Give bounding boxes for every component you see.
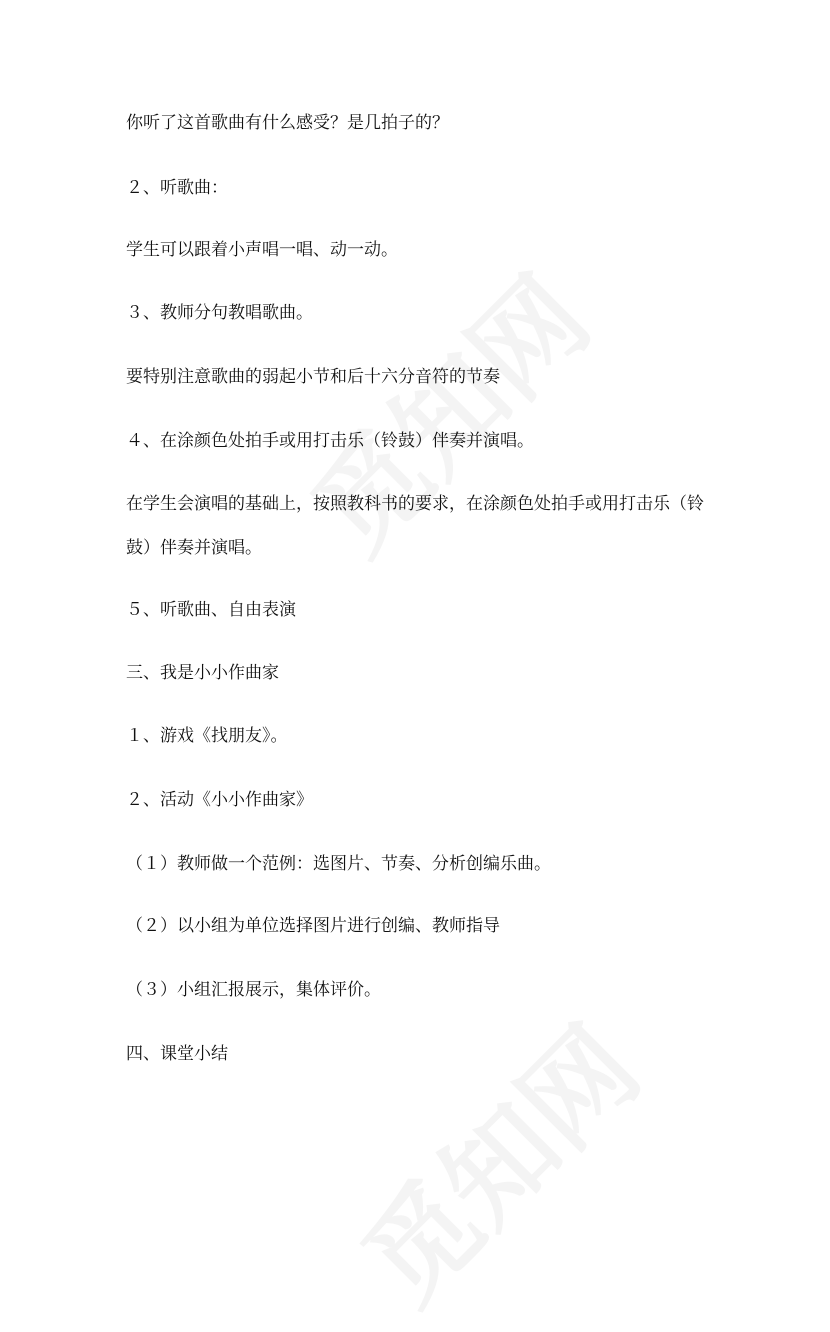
step-4-detail-line1: 在学生会演唱的基础上，按照教科书的要求，在涂颜色处拍手或用打击乐（铃	[126, 494, 704, 514]
activity-2-item-2: （２）以小组为单位选择图片进行创编、教师指导	[126, 916, 500, 936]
activity-2-item-3: （３）小组汇报展示，集体评价。	[126, 980, 381, 1000]
activity-2-item-1: （１）教师做一个范例：选图片、节奏、分析创编乐曲。	[126, 854, 551, 874]
step-2-detail: 学生可以跟着小声唱一唱、动一动。	[126, 240, 398, 260]
step-3-detail: 要特别注意歌曲的弱起小节和后十六分音符的节奏	[126, 367, 500, 387]
step-4-heading: ４、在涂颜色处拍手或用打击乐（铃鼓）伴奏并演唱。	[126, 431, 534, 451]
step-4-detail-line2: 鼓）伴奏并演唱。	[126, 538, 262, 558]
activity-2: ２、活动《小小作曲家》	[126, 790, 313, 810]
section-4-heading: 四、课堂小结	[126, 1044, 228, 1064]
step-5-heading: ５、听歌曲、自由表演	[126, 600, 296, 620]
step-2-heading: ２、听歌曲：	[126, 178, 228, 198]
step-3-heading: ３、教师分句教唱歌曲。	[126, 303, 313, 323]
activity-1: １、游戏《找朋友》。	[126, 726, 288, 746]
section-3-heading: 三、我是小小作曲家	[126, 663, 279, 683]
watermark-bottom	[322, 986, 667, 1331]
question-line: 你听了这首歌曲有什么感受？是几拍子的？	[126, 113, 449, 133]
watermark	[272, 236, 617, 581]
